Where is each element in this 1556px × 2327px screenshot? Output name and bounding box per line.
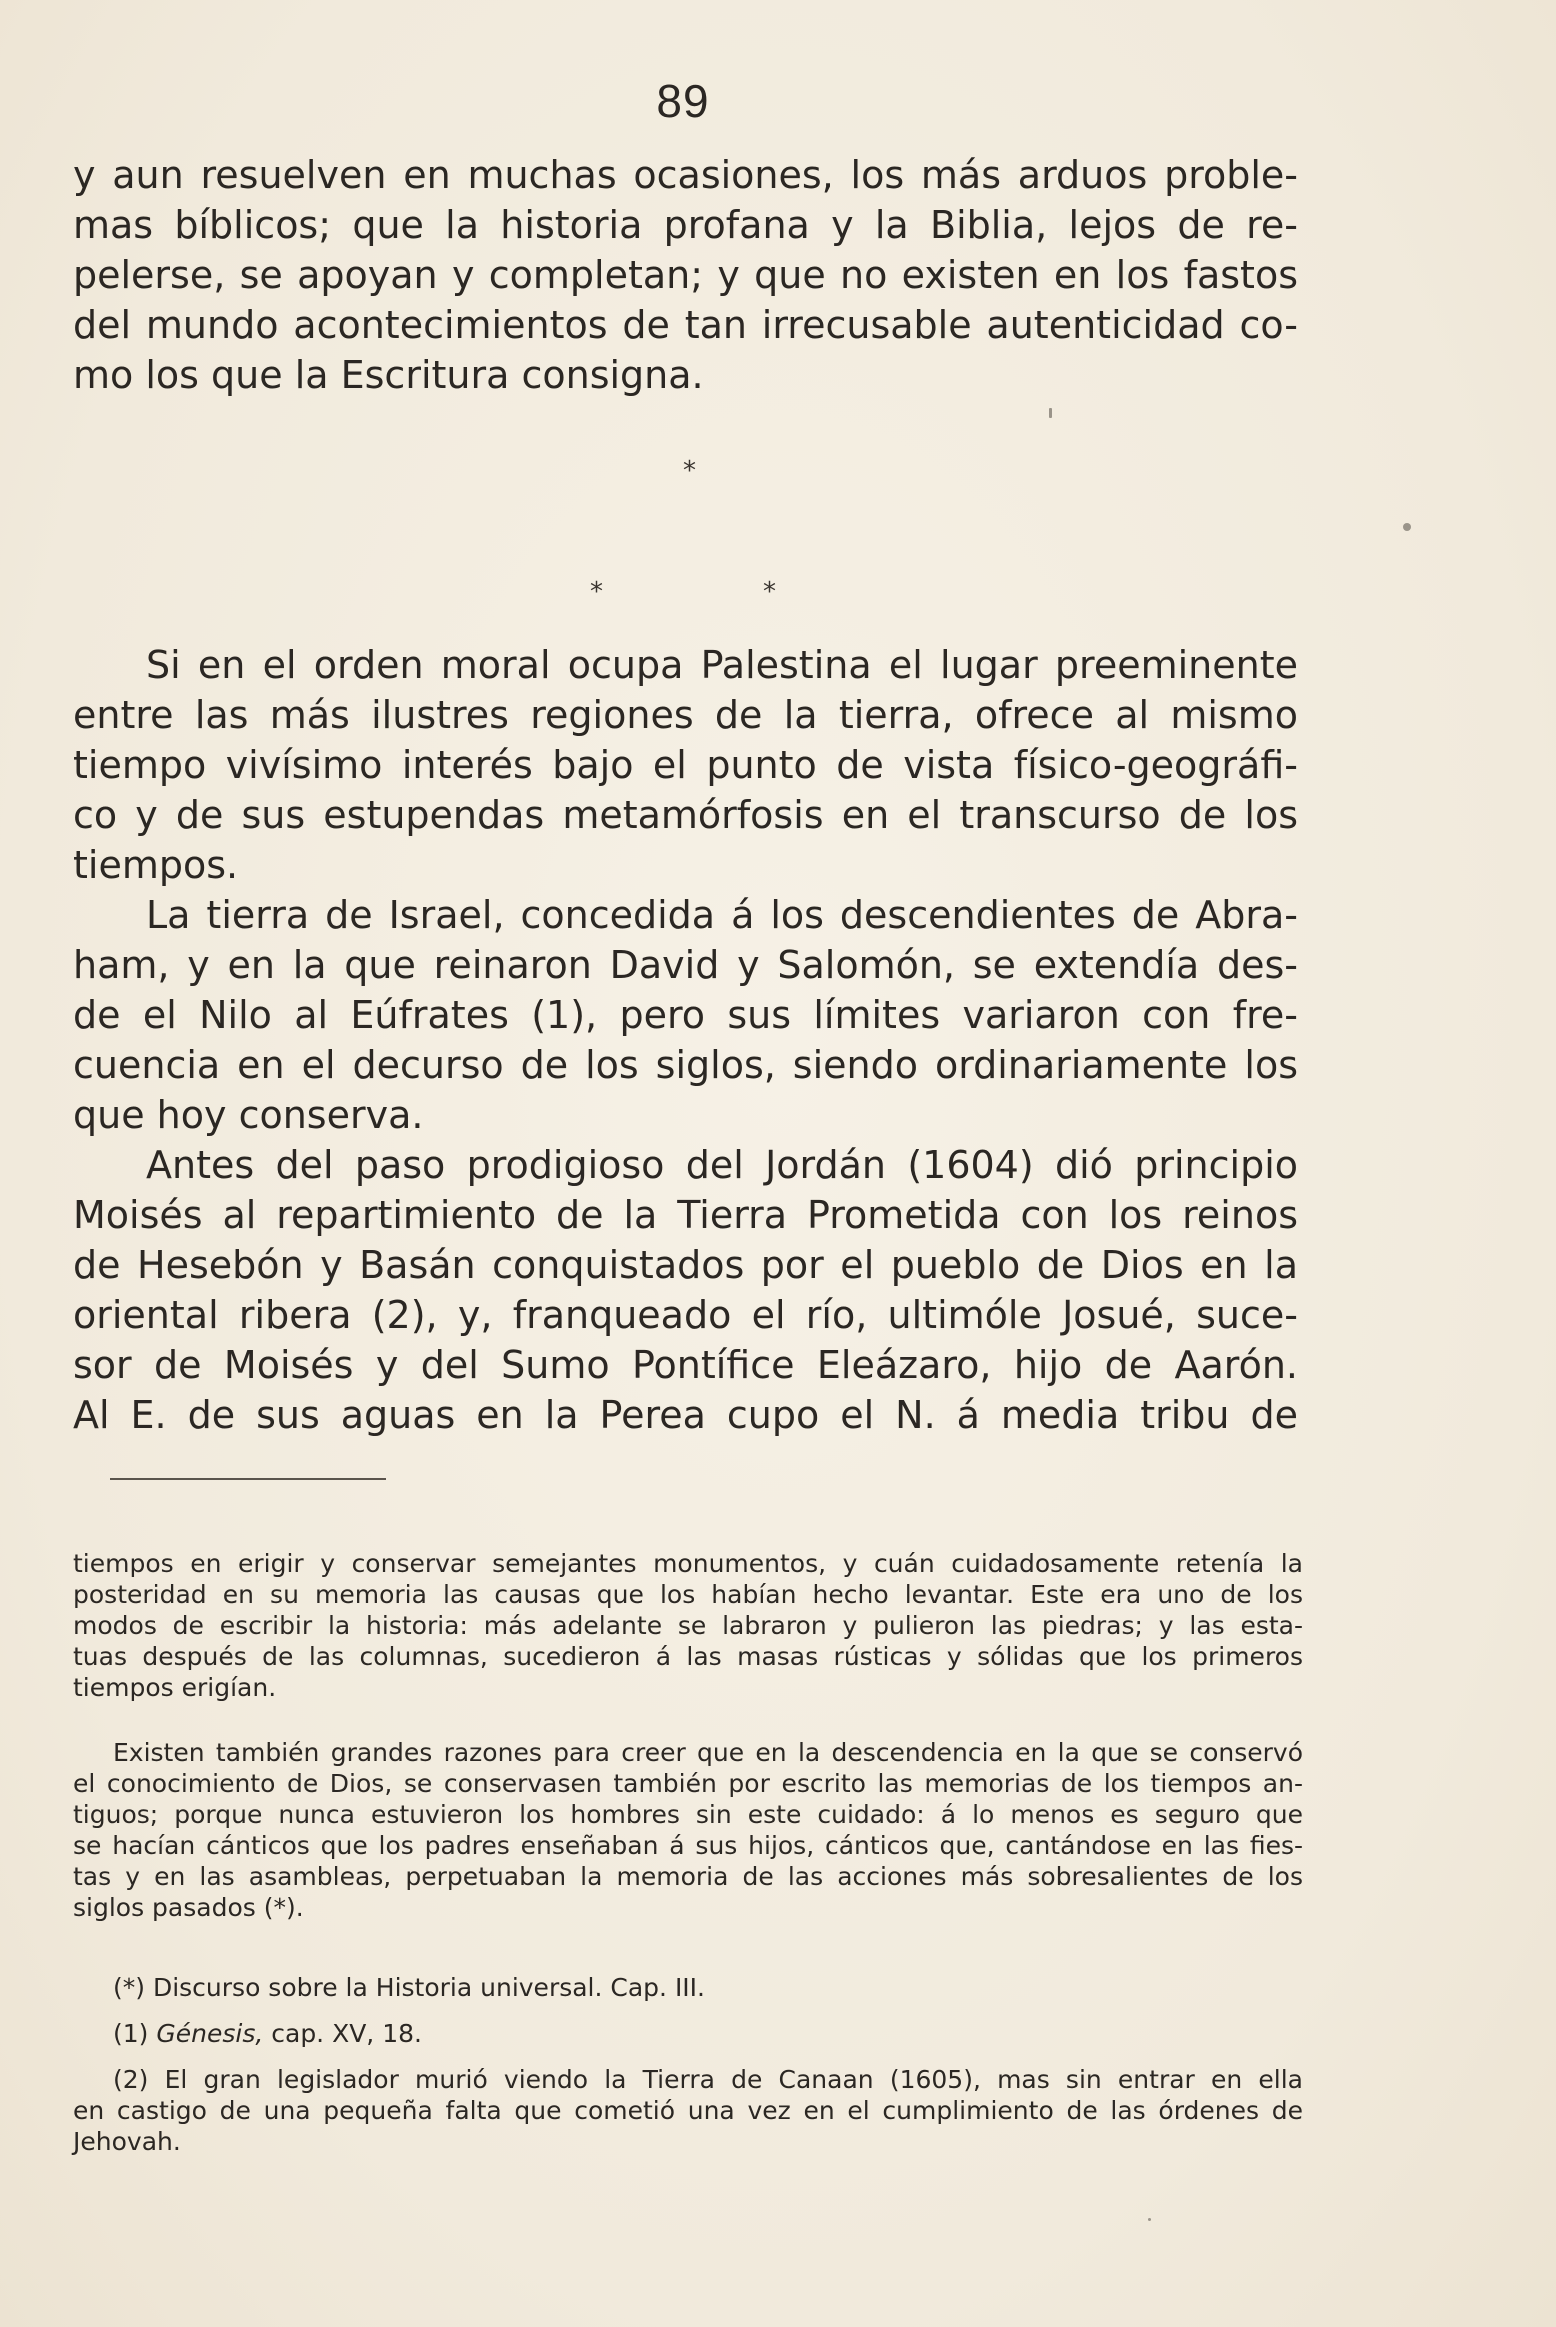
footnote-divider (110, 1478, 386, 1480)
text-line: del mundo acontecimientos de tan irrecusable autenticidad co- (73, 303, 1298, 347)
note-1-marker: (1) (113, 2019, 149, 2048)
footnote-line: modos de escribir la historia: más adelante se labraron y pulieron las piedras; y las esta- (73, 1611, 1303, 1640)
paper-speck (1049, 408, 1052, 418)
text-line: co y de sus estupendas metamórfosis en el transcurso de los (73, 793, 1298, 837)
text-line: entre las más ilustres regiones de la tierra, ofrece al mismo (73, 693, 1298, 737)
page-number: 89 (656, 75, 710, 127)
text-line: pelerse, se apoyan y completan; y que no existen en los fastos (73, 253, 1298, 297)
text-line: sor de Moisés y del Sumo Pontífice Eleázaro, hijo de Aarón. (73, 1343, 1298, 1387)
text-line: mas bíblicos; que la historia profana y la Biblia, lejos de re- (73, 203, 1298, 247)
asterism-star: * (763, 577, 776, 607)
footnote-line: Jehovah. (73, 2127, 181, 2156)
text-line: tiempos. (73, 843, 239, 887)
main-section-text (73, 640, 1298, 1440)
footnote-line: tuas después de las columnas, sucedieron á las masas rústicas y sólidas que los primeros (73, 1642, 1303, 1671)
footnote-line: en castigo de una pequeña falta que cometió una vez en el cumplimiento de las órdenes de (73, 2096, 1303, 2125)
paper-speck (1148, 2218, 1151, 2221)
footnote-line: se hacían cánticos que los padres enseñaban á sus hijos, cánticos que, cantándose en las fies- (73, 1831, 1303, 1860)
paragraph-continued (73, 150, 1298, 400)
text-line: Al E. de sus aguas en la Perea cupo el N. á media tribu de (73, 1393, 1298, 1437)
footnote-line: siglos pasados (*). (73, 1893, 304, 1922)
text-line: y aun resuelven en muchas ocasiones, los más arduos proble- (73, 153, 1298, 197)
footnote-line: tiempos en erigir y conservar semejantes monumentos, y cuán cuidadosamente retenía la (73, 1549, 1303, 1578)
footnote-line: tiempos erigían. (73, 1673, 277, 1702)
text-line: ham, y en la que reinaron David y Salomón, se extendía des- (73, 943, 1298, 987)
note-1-rest: cap. XV, 18. (271, 2019, 422, 2048)
text-line: Si en el orden moral ocupa Palestina el lugar preeminente (146, 643, 1298, 687)
footnote-line: el conocimiento de Dios, se conservasen también por escrito las memorias de los tiempos an- (73, 1769, 1303, 1798)
footnote-continued (73, 1548, 1303, 1703)
footnote-paragraph (73, 1737, 1303, 1923)
footnote-line: tas y en las asambleas, perpetuaban la memoria de las acciones más sobresalientes de los (73, 1862, 1303, 1891)
note-1-title: Génesis, (156, 2019, 264, 2048)
footnote-line: Existen también grandes razones para creer que en la descendencia en la que se conservó (113, 1738, 1303, 1767)
text-line: que hoy conserva. (73, 1093, 424, 1137)
text-line: Antes del paso prodigioso del Jordán (1604) dió principio (146, 1143, 1298, 1187)
note-star: (*) Discurso sobre la Historia universal. Cap. III. (113, 1973, 706, 2002)
text-line: de Hesebón y Basán conquistados por el pueblo de Dios en la (73, 1243, 1298, 1287)
text-line: cuencia en el decurso de los siglos, siendo ordinariamente los (73, 1043, 1298, 1087)
text-line: tiempo vivísimo interés bajo el punto de vista físico-geográfi- (73, 743, 1298, 787)
asterism-star: * (590, 577, 603, 607)
footnote-line: (2) El gran legislador murió viendo la Tierra de Canaan (1605), mas sin entrar en ella (113, 2065, 1303, 2094)
footnote-line: posteridad en su memoria las causas que los habían hecho levantar. Este era uno de los (73, 1580, 1303, 1609)
note-2 (73, 2064, 1303, 2157)
footnote-line: tiguos; porque nunca estuvieron los hombres sin este cuidado: á lo menos es seguro que (73, 1800, 1303, 1829)
paper-speck (1403, 523, 1411, 531)
text-line: de el Nilo al Eúfrates (1), pero sus límites variaron con fre- (73, 993, 1298, 1037)
text-line: oriental ribera (2), y, franqueado el río, ultimóle Josué, suce- (73, 1293, 1298, 1337)
asterism-star: * (683, 456, 696, 486)
text-line: La tierra de Israel, concedida á los descendientes de Abra- (146, 893, 1298, 937)
text-line: Moisés al repartimiento de la Tierra Prometida con los reinos (73, 1193, 1298, 1237)
note-1 (113, 2018, 422, 2049)
text-line: mo los que la Escritura consigna. (73, 353, 704, 397)
